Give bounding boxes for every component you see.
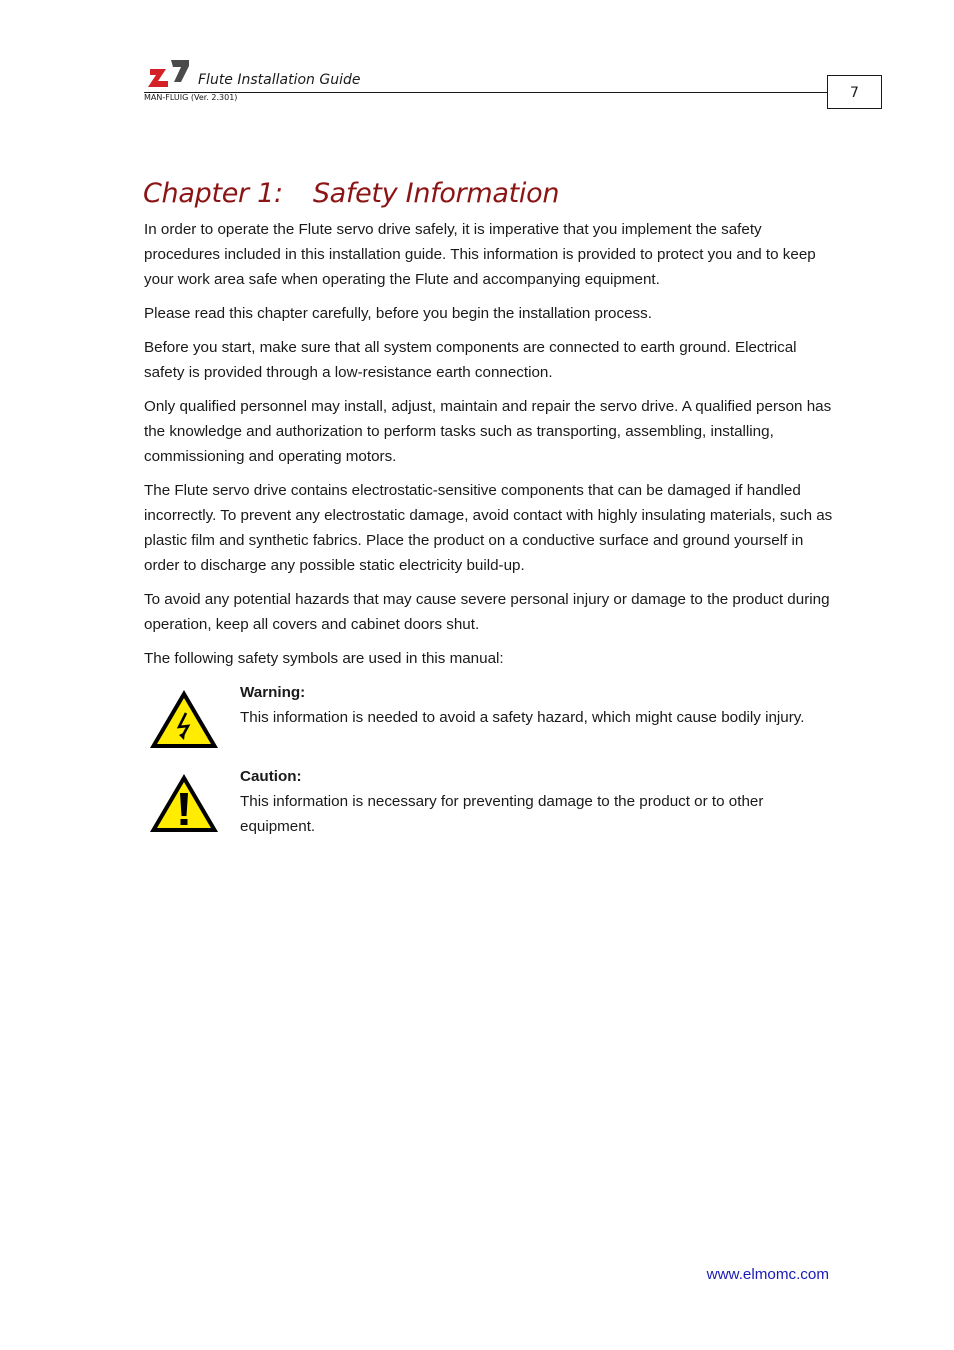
paragraph: Only qualified personnel may install, adjust, maintain and repair the servo drive. A qualified person has the knowledge and authorization to perform tasks such as transporting, assembling, installing, commissioning and operating motors.	[144, 398, 832, 465]
caution-exclamation-icon	[148, 771, 220, 835]
body-text	[144, 218, 834, 681]
warning-symbol-row	[144, 681, 834, 765]
warning-description: This information is needed to avoid a safety hazard, which might cause bodily injury.	[240, 708, 805, 726]
paragraph: To avoid any potential hazards that may cause severe personal injury or damage to the product during operation, keep all covers and cabinet doors shut.	[144, 590, 830, 633]
warning-text	[240, 681, 830, 731]
caution-label: Caution:	[240, 768, 302, 785]
paragraph: In order to operate the Flute servo drive safely, it is imperative that you implement the safety procedures included in this installation guide. This information is provided to protect you and to keep your work area safe when operating the Flute and accompanying equipment.	[144, 221, 816, 288]
header-divider	[144, 92, 827, 93]
website-link[interactable]: www.elmomc.com	[706, 1266, 829, 1283]
page-number: 7	[827, 75, 882, 109]
high-voltage-warning-icon	[148, 687, 220, 751]
warning-label: Warning:	[240, 684, 306, 701]
paragraph: The following safety symbols are used in this manual:	[144, 649, 504, 667]
paragraph: The Flute servo drive contains electrostatic-sensitive components that can be damaged if handled incorrectly. To prevent any electrostatic damage, avoid contact with highly insulating materials, such as plastic film and synthetic fabrics. Place the product on a conductive surface and ground yourself in order to discharge any possible static electricity build-up.	[144, 482, 833, 574]
paragraph: Please read this chapter carefully, before you begin the installation process.	[144, 304, 652, 322]
chapter-name: Safety Information	[312, 178, 560, 209]
chapter-title	[143, 176, 559, 212]
chapter-number: Chapter 1:	[143, 178, 283, 209]
doc-title: Flute Installation Guide	[198, 72, 361, 88]
doc-id: MAN-FLUIG (Ver. 2.301)	[144, 93, 238, 102]
caution-text	[240, 765, 830, 839]
paragraph: Before you start, make sure that all system components are connected to earth ground. Electrical safety is provided through a low-resistance earth connection.	[144, 339, 797, 381]
elmo-logo-icon	[147, 58, 191, 88]
safety-symbols-list	[144, 681, 834, 849]
caution-description: This information is necessary for preventing damage to the product or to other equipment.	[240, 792, 764, 835]
caution-symbol-row	[144, 765, 834, 849]
